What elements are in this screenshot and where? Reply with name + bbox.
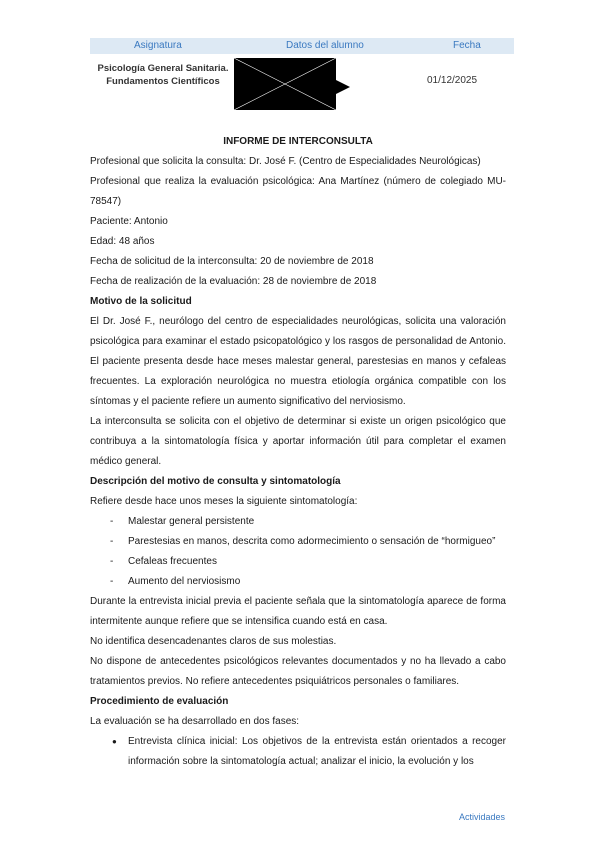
report-date: 01/12/2025 [427,75,478,86]
paragraph: No dispone de antecedentes psicológicos relevantes documentados y no ha llevado a cabo tratamientos previos. No refiere antecedentes psiquiátricos personales o familiares. [90,656,506,687]
info-line: Paciente: Antonio [90,216,168,227]
dash-icon: - [110,536,114,547]
list-item: - Malestar general persistente [90,512,506,532]
header-datos-alumno: Datos del alumno [286,40,364,51]
subject-name: Psicología General Sanitaria. Fundamentos Científicos [97,63,229,87]
list-item: - Parestesias en manos, descrita como adormecimiento o sensación de “hormigueo” [90,532,506,552]
header-bar [90,38,514,54]
info-line: Edad: 48 años [90,236,155,247]
report-title: INFORME DE INTERCONSULTA [223,136,373,147]
info-line: Profesional que solicita la consulta: Dr. José F. (Centro de Especialidades Neurológicas) [90,156,481,167]
header-fecha: Fecha [453,40,481,51]
info-line: Fecha de solicitud de la interconsulta: 20 de noviembre de 2018 [90,256,374,267]
dash-icon: - [110,516,114,527]
paragraph: Refiere desde hace unos meses la siguiente sintomatología: [90,496,358,507]
list-item: ● Entrevista clínica inicial: Los objetivos de la entrevista están orientados a recoger información sobre la sintomatología actual; analizar el inicio, la evolución y los [90,732,506,772]
dash-icon: - [110,556,114,567]
paragraph: El Dr. José F., neurólogo del centro de especialidades neurológicas, solicita una valoración psicológica para examinar el estado psicopatológico y los rasgos de personalidad de Antonio. El paciente presenta desde hace meses malestar general, parestesias en manos y cefaleas frecuentes. La exploración neurológica no muestra etiología orgánica compatible con los síntomas y el paciente refiere un aumento significativo del nerviosismo. [90,316,506,407]
paragraph: La interconsulta se solicita con el objetivo de determinar si existe un origen psicológico que contribuya a la sintomatología física y aportar información útil para completar el examen médico general. [90,416,506,467]
paragraph: Durante la entrevista inicial previa el paciente señala que la sintomatología aparece de forma intermitente aunque refiere que se intensifica cuando está en casa. [90,596,506,627]
paragraph: No identifica desencadenantes claros de sus molestias. [90,636,337,647]
header-asignatura: Asignatura [134,40,182,51]
redacted-photo [234,58,350,110]
section-heading-motivo: Motivo de la solicitud [90,296,192,307]
list-item: - Cefaleas frecuentes [90,552,506,572]
footer-actividades: Actividades [459,812,506,822]
info-line: Profesional que realiza la evaluación psicológica: Ana Martínez (número de colegiado MU-78547) [90,176,506,207]
bullet-icon: ● [112,737,117,746]
section-heading-descripcion: Descripción del motivo de consulta y sintomatología [90,476,341,487]
dash-icon: - [110,576,114,587]
list-item: - Aumento del nerviosismo [90,572,506,592]
paragraph: La evaluación se ha desarrollado en dos fases: [90,716,300,727]
section-heading-procedimiento: Procedimiento de evaluación [90,696,229,707]
info-line: Fecha de realización de la evaluación: 28 de noviembre de 2018 [90,276,377,287]
report-body [90,132,506,772]
